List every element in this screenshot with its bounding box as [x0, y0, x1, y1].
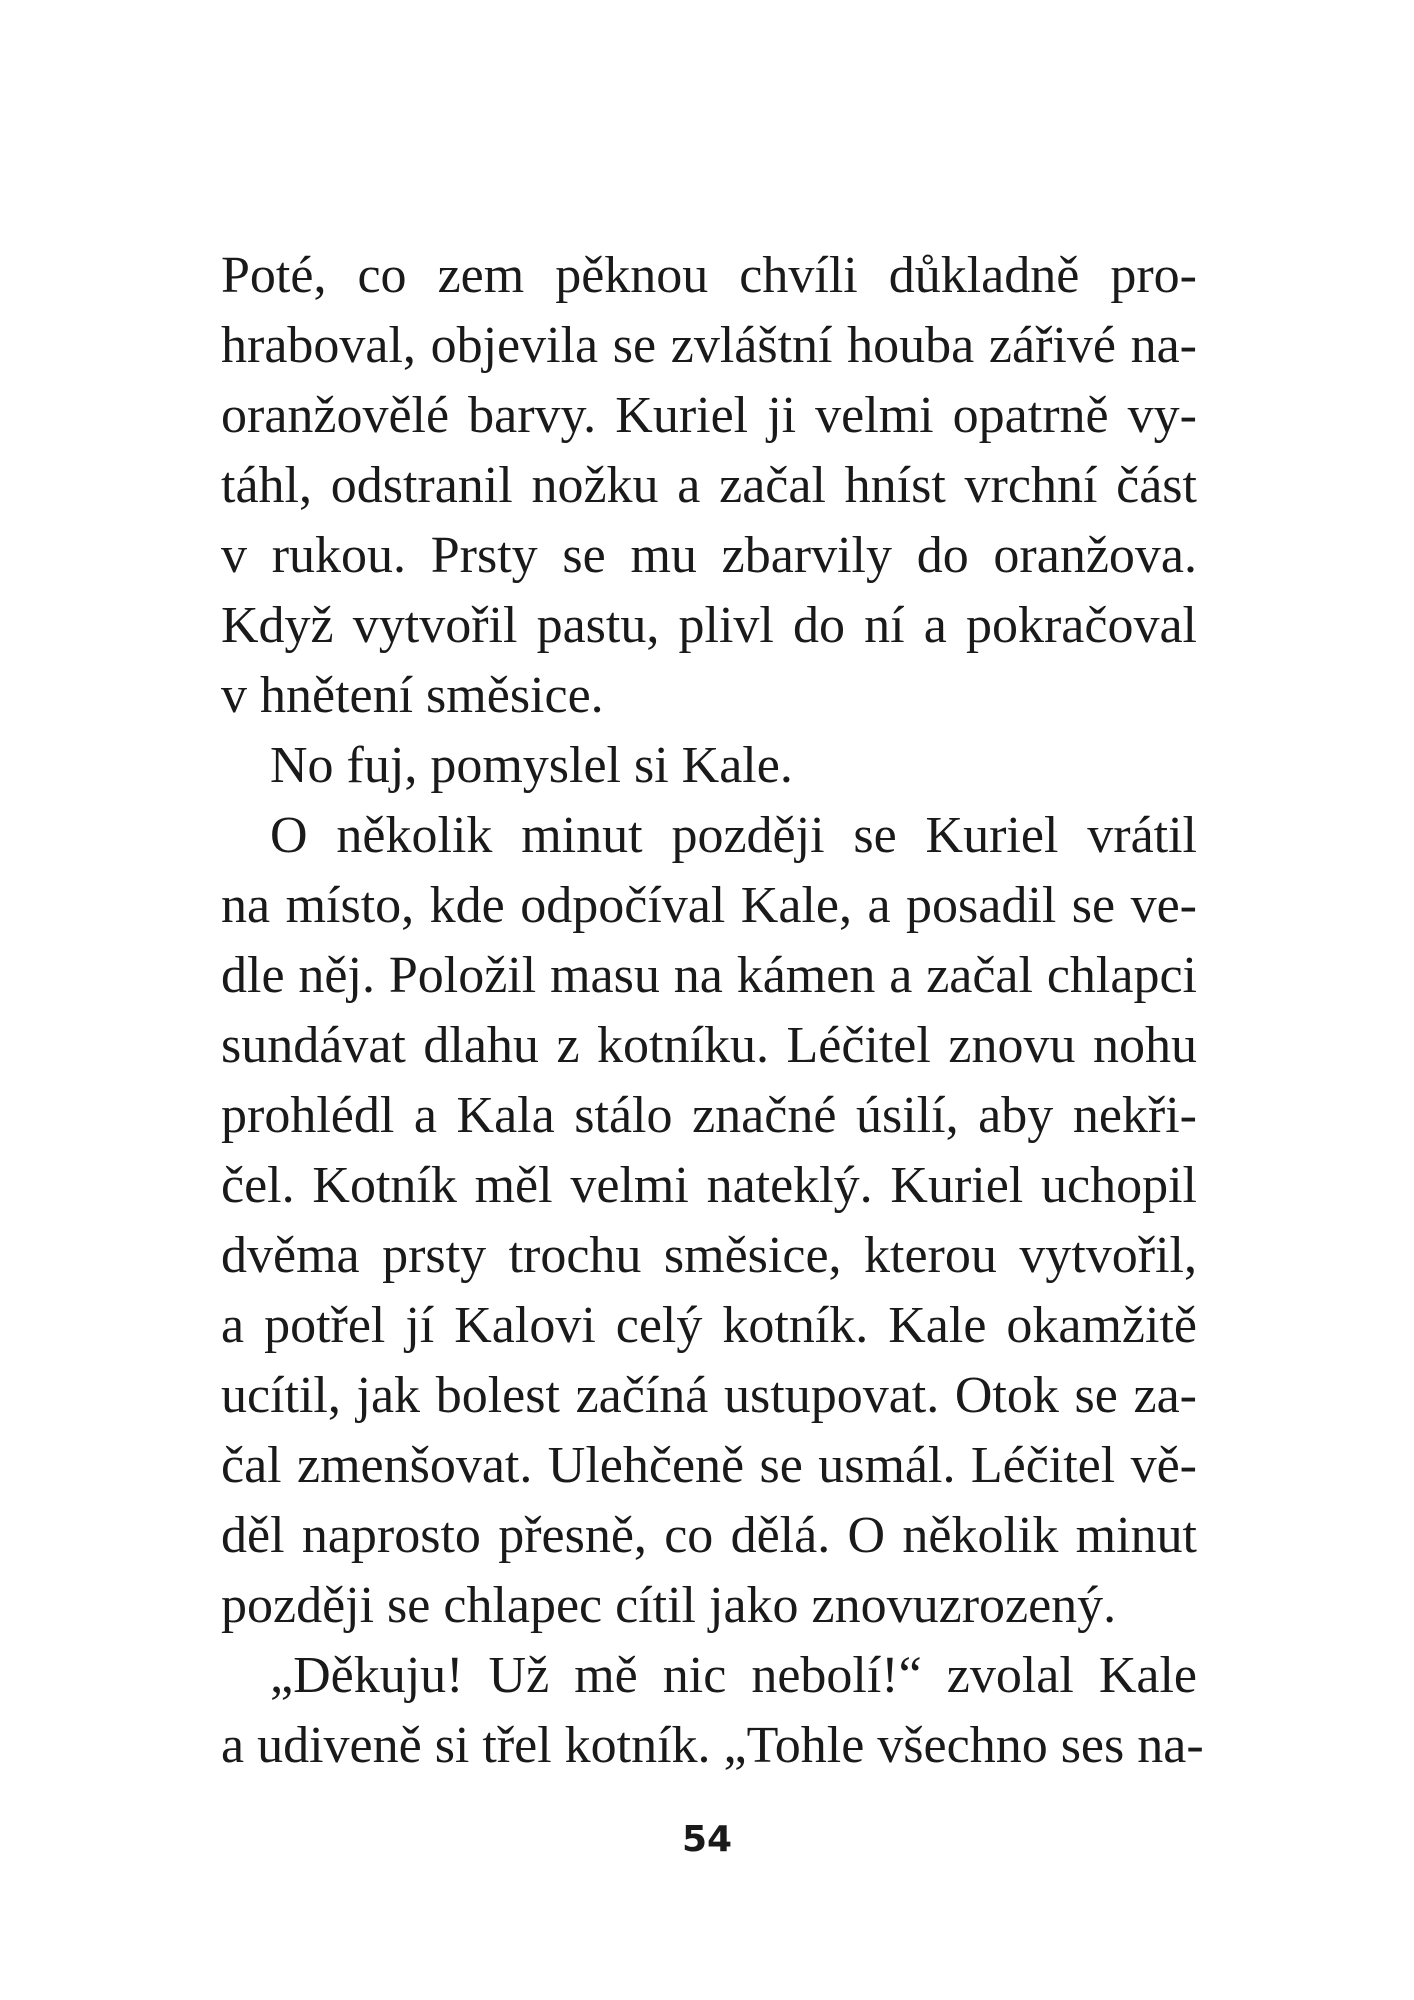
text-line: Poté, co zem pěknou chvíli důkladně pro-	[221, 247, 1197, 304]
text-line: v hnětení směsice.	[221, 667, 604, 724]
text-line: oranžovělé barvy. Kuriel ji velmi opatrně vy-	[221, 387, 1197, 444]
text-line: v rukou. Prsty se mu zbarvily do oranžova.	[221, 527, 1197, 584]
page-number: 54	[681, 1819, 733, 1860]
text-line: prohlédl a Kala stálo značné úsilí, aby nekři-	[221, 1087, 1197, 1144]
text-line: sundávat dlahu z kotníku. Léčitel znovu nohu	[221, 1017, 1197, 1074]
text-line: děl naprosto přesně, co dělá. O několik minut	[221, 1507, 1197, 1564]
text-line: No fuj, pomyslel si Kale.	[270, 737, 793, 794]
text-line: hraboval, objevila se zvláštní houba zářivé na-	[221, 317, 1197, 374]
text-line: „Děkuju! Už mě nic nebolí!“ zvolal Kale	[270, 1647, 1197, 1704]
text-line: čel. Kotník měl velmi nateklý. Kuriel uchopil	[221, 1157, 1197, 1214]
text-line: O několik minut později se Kuriel vrátil	[270, 807, 1197, 864]
text-line: a potřel jí Kalovi celý kotník. Kale okamžitě	[221, 1297, 1197, 1354]
text-line: ucítil, jak bolest začíná ustupovat. Otok se za-	[221, 1367, 1197, 1424]
text-line: dvěma prsty trochu směsice, kterou vytvořil,	[221, 1227, 1197, 1284]
text-line: na místo, kde odpočíval Kale, a posadil se ve-	[221, 877, 1197, 934]
text-line: a udiveně si třel kotník. „Tohle všechno ses na-	[221, 1717, 1204, 1774]
text-line: později se chlapec cítil jako znovuzrozený.	[221, 1577, 1117, 1634]
text-line: Když vytvořil pastu, plivl do ní a pokračoval	[221, 597, 1197, 654]
text-line: dle něj. Položil masu na kámen a začal chlapci	[221, 947, 1197, 1004]
text-line: čal zmenšovat. Ulehčeně se usmál. Léčitel vě-	[221, 1437, 1197, 1494]
text-line: táhl, odstranil nožku a začal hníst vrchní část	[221, 457, 1197, 514]
body-text	[221, 241, 1204, 1781]
